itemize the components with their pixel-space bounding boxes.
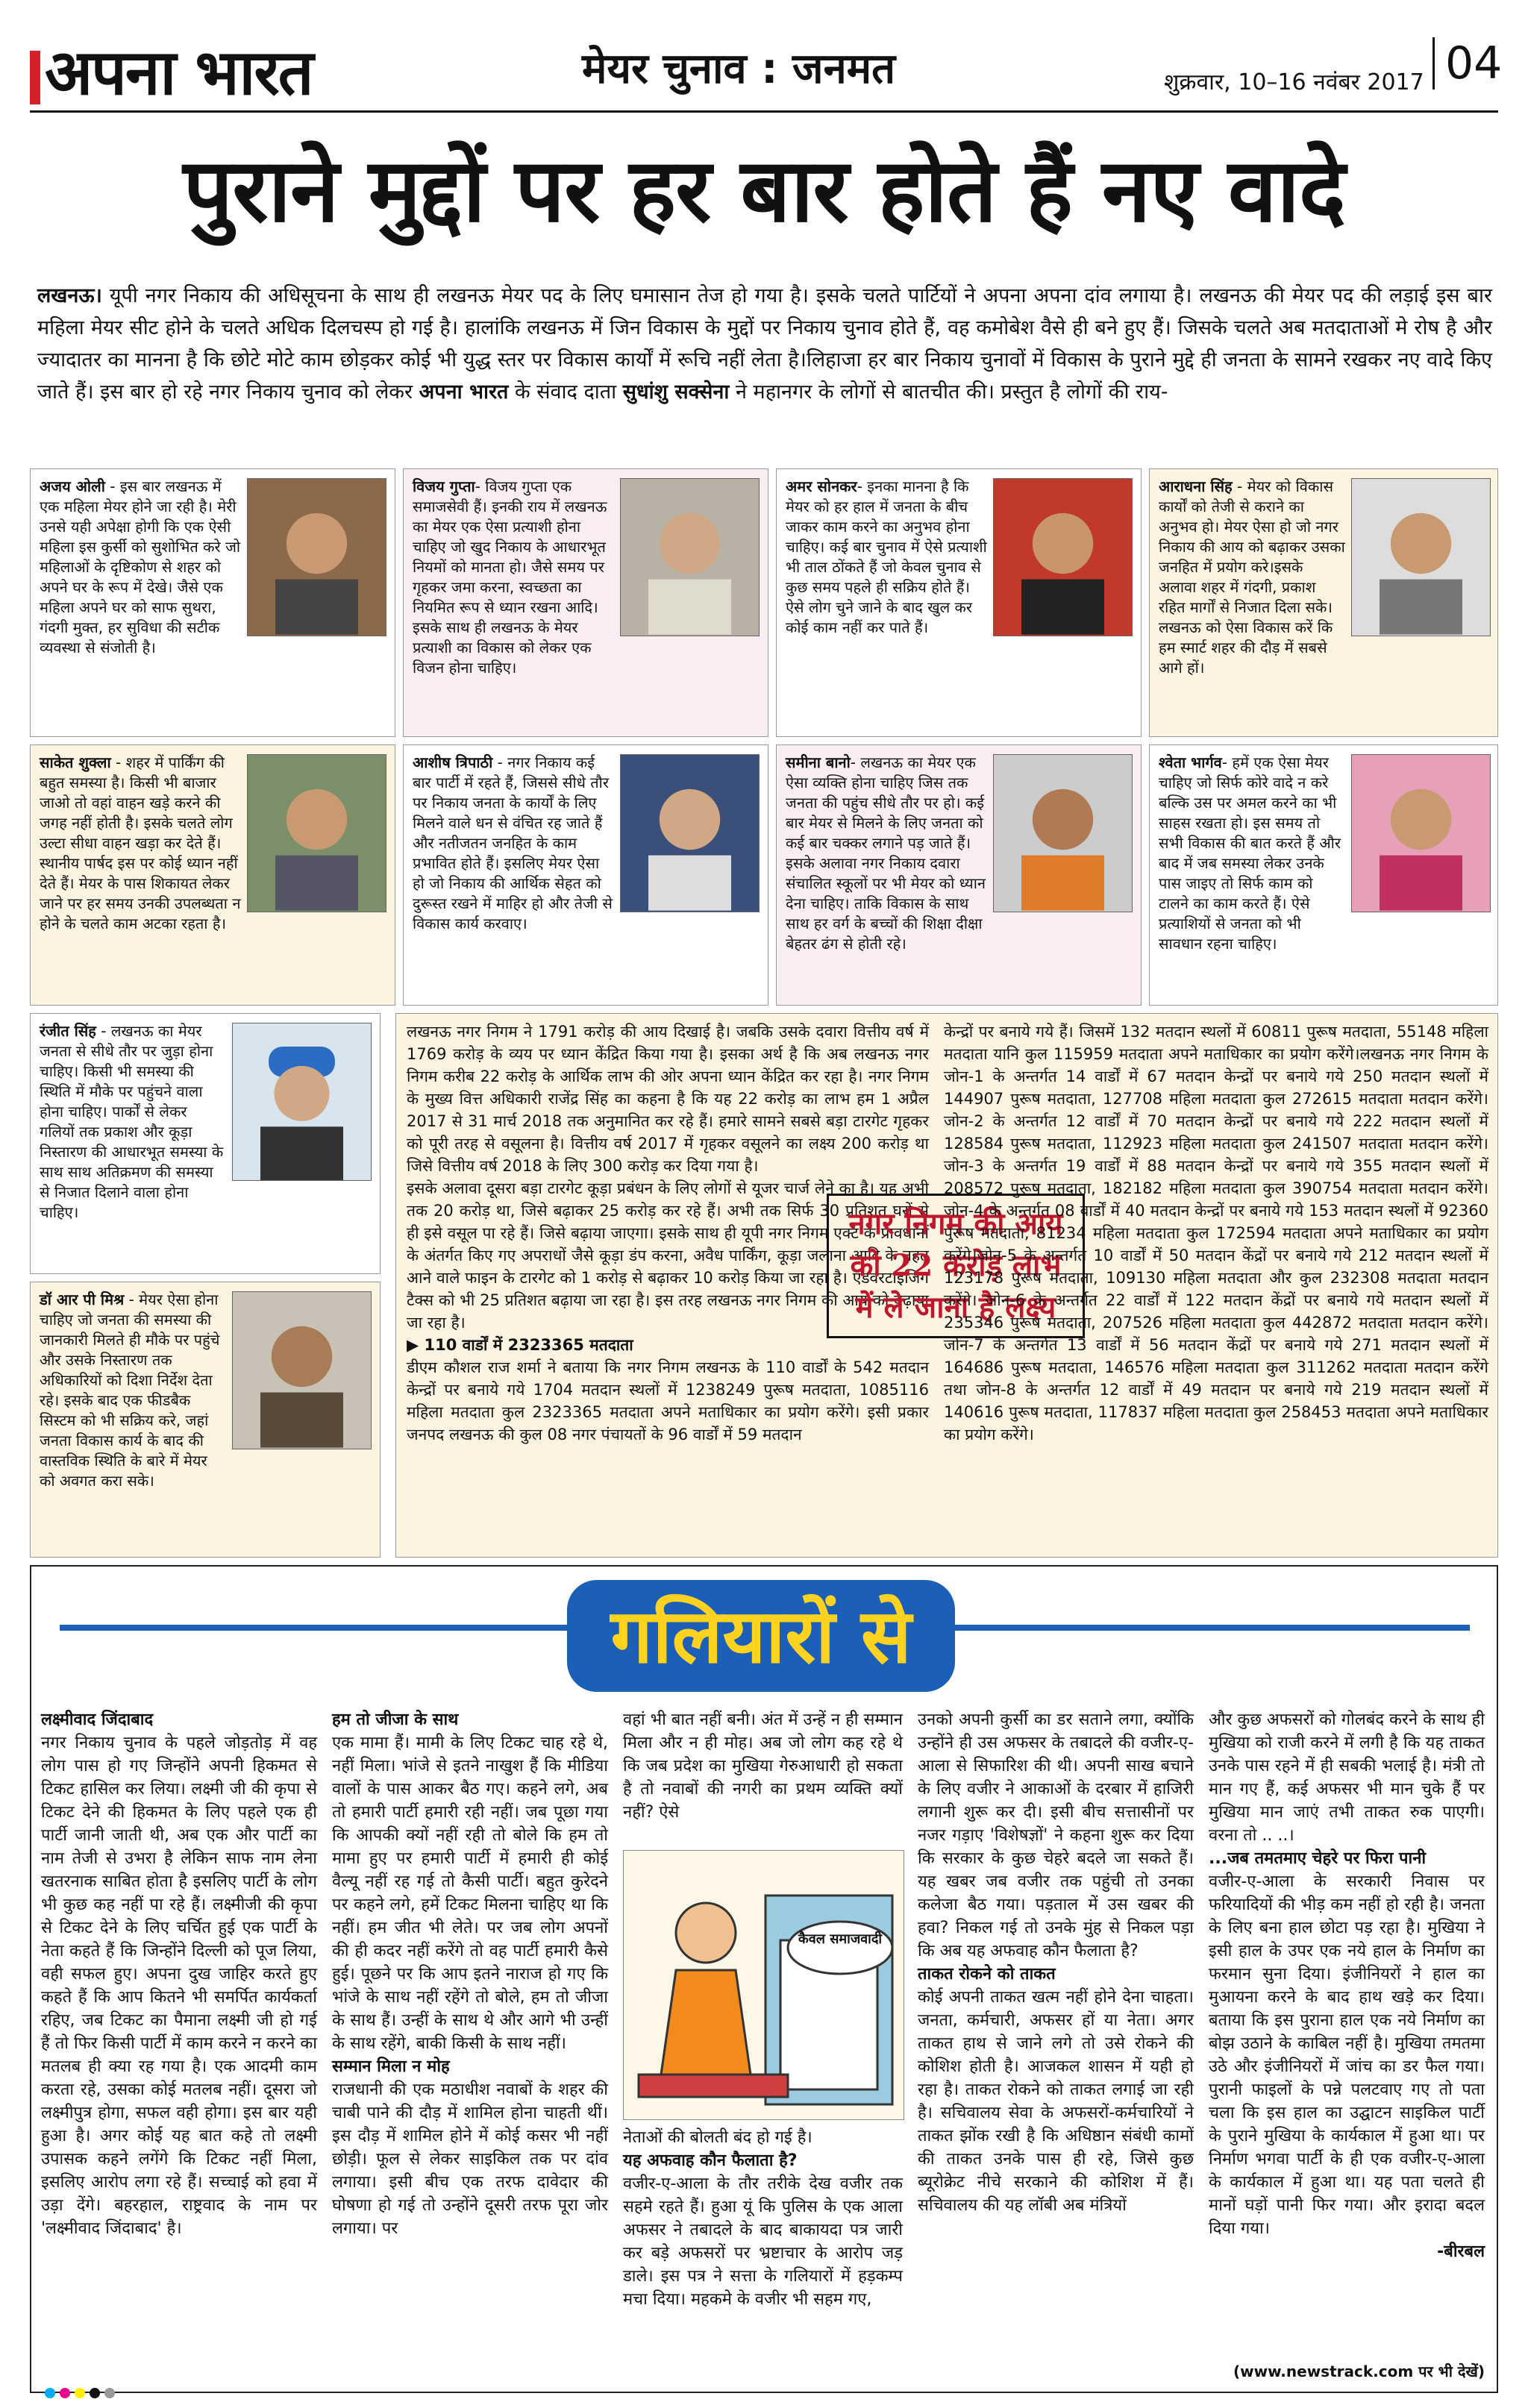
person-photo <box>247 754 386 912</box>
opinion-card: डॉ आर पी मिश्र - मेयर ऐसा होना चाहिए जो जनता की समस्या की जानकारी मिलते ही मौके पर पहुंचे और उसके निस्तारण तक अधिकारियों को दिशा निर्देश देता रहे। इसके बाद एक फीडबैक सिस्टम को भी सक्रिय करे, जहां जनता विकास कार्य के बाद की वास्तविक स्थिति के बारे में मेयर को अवगत करा सके। <box>30 1282 381 1558</box>
galiyaron-title: गलियारों से <box>567 1580 955 1692</box>
pull-quote: नगर निगम की आय को 22 करोड़ लाभ में ले जाना है लक्ष्य <box>827 1194 1085 1338</box>
cartoon-speech-bubble: कैवल समाजवादी <box>798 1931 883 1947</box>
main-headline: पुराने मुद्दों पर हर बार होते हैं नए वादे <box>183 138 1345 242</box>
color-registration-dots <box>45 2387 119 2401</box>
gossip-col1: लक्ष्मीवाद जिंदाबाद नगर निकाय चुनाव के पहले जोड़तोड़ में वह लोग पास हो गए जिन्होंने अपनी हिकमत से टिकट हासिल कर लिया। लक्ष्मी जी की कृपा से टिकट देने की हिकमत के लिए पहले एक ही पार्टी जानी जाती थी, अब एक और पार्टी का नाम तेजी से उभरा है लेकिन साफ नाम लेना खतरनाक साबित होता है इसलिए पार्टी के लोग भी कुछ कह नहीं पा रहे हैं। लक्ष्मीजी की कृपा से टिकट देने के लिए चर्चित हुई एक पार्टी के नेता कहते हैं कि जिन्होंने दिल्ली को पूज लिया, वही सफल हुए। अपना दुख जाहिर करते हुए कहते हैं कि आप कितने भी समर्पित कार्यकर्ता रहिए, जब टिकट का पैमाना लक्ष्मी जी हो गई हैं तो फिर किसी पार्टी में काम करने न करने का मतलब ही क्या रह गया है। एक आदमी काम करता रहे, उसका कोई मतलब नहीं। दूसरा जो लक्ष्मीपुत्र होगा, सफल वही होगा। इस बार यही हुआ है। अगर कोई यह बात कहे तो लक्ष्मी उपासक कहने लगेंगे कि टिकट नहीं मिला, इसलिए आरोप लगा रहे हैं। सच्चाई को हवा में उड़ा देंगे। बहरहाल, राष्ट्रवाद के नाम पर 'लक्ष्मीवाद जिंदाबाद' है। <box>41 1711 317 2238</box>
section-title: मेयर चुनाव : जनमत <box>582 45 896 93</box>
opinion-card: आशीष त्रिपाठी - नगर निकाय कई बार पार्टी में रहते हैं, जिससे सीधे तौर पर निकाय जनता के कार्यों के लिए मिलने वाले धन से वंचित रह जाते हैं और नतीजतन जनहित के काम प्रभावित होते हैं। इसलिए मेयर ऐसा हो जो निकाय की आर्थिक सेहत को दुरूस्त रखने में माहिर हो और तेजी से विकास कार्य करवाए। <box>403 744 768 1006</box>
person-photo <box>620 478 760 636</box>
opinion-card: आराधना सिंह - मेयर को विकास कार्यों को तेजी से कराने का अनुभव हो। मेयर ऐसा हो जो नगर निकाय की आय को बढ़ाकर उसका जनहित में प्रयोग करे।इसके अलावा शहर में गंदगी, प्रकाश रहित मार्गों से निजात दिला सके।लखनऊ को ऐसा विकास करें कि हम स्मार्ट शहर की दौड़ में सबसे आगे हों। <box>1149 468 1498 737</box>
masthead: अपना भारत <box>30 27 313 113</box>
gossip-col5: और कुछ अफसरों को गोलबंद करने के साथ ही मुखिया को राजी करने में लगी है कि यह ताकत उनके पास रहने में ही सबकी भलाई है। मंत्री तो मान गए हैं, कई अफसर भी मान चुके हैं पर मुखिया मान जाएं तभी ताकत रुक पाएगी। वरना तो .. ..। ...जब तमतमाए चेहरे पर फिरा पानी वजीर-ए-आला के सरकारी निवास पर फरियादियों की भीड़ कम नहीं हो रही है। जनता के लिए बना हाल छोटा पड़ रहा है। मुखिया ने इसी हाल के उपर एक नये हाल के निर्माण का फरमान सुना दिया। इंजीनियरों ने हाल का मुआयना करने के बाद हाथ खड़े कर दिया। बताया कि इस पुराना हाल एक नये निर्माण का बोझ उठाने के काबिल नहीं है। मुखिया तमतमा उठे और इंजीनियरों में जांच का डर फैल गया। पुरानी फाइलों के पन्ने पलटवाए गए तो पता चला कि इस हाल का उद्घाटन साइकिल पार्टी के पुराने मुखिया के कार्यकाल में हुआ था। पर निर्माण भगवा पार्टी के ही एक वजीर-ए-आला के कार्यकाल में हुआ था। यह पता चलते ही मानों घड़ों पानी फिर गया। और इरादा बदल दिया गया। -बीरबल <box>1209 1708 1485 2263</box>
intro-paragraph: लखनऊ। यूपी नगर निकाय की अधिसूचना के साथ ही लखनऊ मेयर पद के लिए घमासान तेज हो गया है। इसके चलते पार्टियों ने अपना अपना दांव लगाया है। लखनऊ की मेयर पद की लड़ाई इस बार महिला मेयर सीट होने के चलते अधिक दिलचस्प हो गई है। हालांकि लखनऊ में जिन विकास के मुद्दों पर निकाय चुनाव होते हैं, वह कमोबेश वैसे ही बने हुए हैं। जिसके चलते अब मतदाताओं मे रोष है और ज्यादातर का मानना है कि छोटे मोटे काम छोड़कर कोई भी युद्ध स्तर पर विकास कार्यों में रूचि नहीं लेता है।लिहाजा हर बार निकाय चुनावों में विकास के पुराने मुद्दे ही जनता के सामने रखकर नए वादे किए जाते हैं। इस बार हो रहे नगर निकाय चुनाव को लेकर अपना भारत के संवाद दाता सुधांशु सक्सेना ने महानगर के लोगों से बातचीत की। प्रस्तुत है लोगों की राय- <box>37 284 1492 404</box>
main-story-col1: लखनऊ नगर निगम ने 1791 करोड़ की आय दिखाई है। जबकि उसके दवारा वित्तीय वर्ष में 1769 करोड़ के व्यय पर ध्यान केंद्रित किया गया है। इसका अर्थ है कि अब लखनऊ नगर निगम करीब 22 करोड़ के आर्थिक लाभ की ओर अपना ध्यान केंद्रित कर रहा है। नगर निगम के मुख्य वित्त अधिकारी राजेंद्र सिंह का कहना है कि यह 22 करोड़ का लाभ हम 1 अप्रैल 2017 से 31 मार्च 2018 तक अनुमानित कर रहे हैं। हमारे सामने सबसे बड़ा टारगेट गृहकर को पूरी तरह से वसूलना है। वित्तीय वर्ष 2017 में गृहकर वसूलने का लक्ष्य 200 करोड़ था जिसे वित्तीय वर्ष 2018 के लिए 300 करोड़ कर दिया गया है। इसके अलावा दूसरा बड़ा टारगेट कूड़ा प्रबंधन के लिए लोगों से यूजर चार्ज लेने का है। यह अभी तक 20 करोड़ था, जिसे बढ़ाकर 25 करोड़ कर रहे हैं। अभी तक सिर्फ 30 प्रतिशत घरों से ही इसे वसूल पा रहे हैं। जिसे बढ़ाया जाएगा। इसके साथ ही यूपी नगर निगम एक्ट के प्रावधानों के अंतर्गत किए गए अपराधों जैसे कूड़ा डंप करना, अवैध पार्किंग, कूड़ा जलाना आदि के तहत आने वाले फाइन के टारगेट को 1 करोड़ से बढ़ाकर 10 करोड़ किया जा रहा है। एडवरटाइजिंग टैक्स को भी 25 प्रतिशत बढ़ाया जा रहा है। इस तरह लखनऊ नगर निगम की आय को बढ़ाया जा रहा है। ▶ 110 वार्डों में 2323365 मतदाता डीएम कौशल राज शर्मा ने बताया कि नगर निगम लखनऊ के 110 वार्डों के 542 मतदान केन्द्रों पर बनाये गये 1704 मतदान स्थलों में 1238249 पुरूष मतदाता, 1085116 महिला मतदाता कुल 2323365 मतदाता अपने मताधिकार का प्रयोग करेंगे। इसी प्रकार जनपद लखनऊ की कुल 08 नगर पंचायतों के 96 वार्डों में 59 मतदान <box>407 1023 929 1443</box>
gossip-col3-top: वहां भी बात नहीं बनी। अंत में उन्हें न ही सम्मान मिला और न ही मोह। अब जो लोग कह रहे थे कि जब प्रदेश का मुखिया गेरुआधारी हो सकता है तो नवाबों की नगरी का प्रथम व्यक्ति क्यों नहीं? ऐसे <box>623 1711 903 1822</box>
main-story-col2: केन्द्रों पर बनाये गये हैं। जिसमें 132 मतदान स्थलों में 60811 पुरूष मतदाता, 55148 महिला मतदाता यानि कुल 115959 मतदाता अपने मताधिकार का प्रयोग करेंगे।लखनऊ नगर निगम के जोन-1 के अन्तर्गत 14 वार्डों में 67 मतदान केन्द्रों पर बनाये गये 250 मतदान स्थलों में 144907 पुरूष मतदाता, 127708 महिला मतदाता कुल 272615 मतदाता मतदान करेंगे। जोन-2 के अन्तर्गत 12 वार्डों में 70 मतदान केन्द्रों पर बनाये गये 222 मतदान स्थलों में 128584 पुरूष मतदाता, 112923 महिला मतदाता कुल 241507 मतदाता मतदान करेंगे। जोन-3 के अन्तर्गत 19 वार्डों में 88 मतदान केन्द्रों पर बनाये गये 355 मतदान स्थलों में 208572 पुरूष मतदाता, 182182 महिला मतदाता कुल 390754 मतदाता मतदान करेंगे। जोन-4 के अन्तर्गत 08 वार्डों में 40 मतदान केन्द्रों पर बनाये गये 153 मतदान स्थलों में 92360 पुरूष मतदाता, 81234 महिला मतदाता कुल 172594 मतदाता अपने मताधिकार का प्रयोग करेंगे।जोन-5 के अन्तर्गत 10 वार्डों में 50 मतदान केंद्रों पर बनाये गये 212 मतदान स्थलों में 123178 पुरूष मतदाता, 109130 महिला मतदाता और कुल 232308 मतदाता मतदान करेंगे। जोन-6 के अन्तर्गत 22 वार्डों में 122 मतदान केंद्रों पर बनाये गये मतदान स्थलों में 235346 पुरूष मतदाता, 207526 महिला मतदाता कुल 442872 मतदाता मतदान करेंगे। जोन-7 के अन्तर्गत 13 वार्डों में 56 मतदान केंद्रों पर बनाये गये 271 मतदान स्थलों में 164686 पुरूष मतदाता, 146576 महिला मतदाता कुल 311262 मतदाता मतदान करेंगे तथा जोन-8 के अन्तर्गत 12 वार्डों में 49 मतदान पर बनाये गये 219 मतदान स्थलों में 140616 पुरूष मतदाता, 117837 महिला मतदाता कुल 258453 मतदाता अपने मताधिकार का प्रयोग करेंगे। <box>944 1023 1488 1443</box>
opinion-card: श्वेता भार्गव- हमें एक ऐसा मेयर चाहिए जो सिर्फ कोरे वादे न करे बल्कि उस पर अमल करने का भी साहस रखता हो। इस समय तो सभी विकास की बात करते हैं और बाद में जब समस्या लेकर उनके पास जाइए तो सिर्फ काम को टालने का काम करते हैं। ऐसे प्रत्याशियों से जनता को भी सावधान रहना चाहिए। <box>1149 744 1498 1006</box>
person-photo <box>620 754 760 912</box>
website-note: (www.newstrack.com पर भी देखें) <box>1233 2362 1485 2380</box>
story-subhead: ▶ 110 वार्डों में 2323365 मतदाता <box>407 1336 633 1354</box>
person-photo <box>232 1291 372 1449</box>
opinion-card: अजय ओली - इस बार लखनऊ में एक महिला मेयर होने जा रही है। मेरी उनसे यही अपेक्षा होगी कि एक ऐसी महिला इस कुर्सी को सुशोभित करे जो महिलाओं के दृष्टिकोण से शहर को अपने घर के रूप में देखे। जैसे एक महिला अपने घर को साफ सुथरा, गंदगी मुक्त, हर सुविधा की सटीक व्यवस्था से संजोती है। <box>30 468 395 737</box>
person-photo <box>993 754 1133 912</box>
gossip-col3-bottom: नेताओं की बोलती बंद हो गई है। यह अफवाह कौन फैलाता है? वजीर-ए-आला के तौर तरीके देख वजीर तक सहमे रहते हैं। हुआ यूं कि पुलिस के एक आला अफसर ने तबादले के बाद बाकायदा पत्र जारी कर बड़े अफसरों पर भ्रष्टाचार के आरोप जड़ डाले। इस पत्र ने सत्ता के गलियारों में हड़कम्प मचा दिया। महकमे के वजीर भी सहम गए, <box>623 2128 903 2309</box>
gossip-col2: हम तो जीजा के साथ एक मामा हैं। मामी के लिए टिकट चाह रहे थे, नहीं मिला। भांजे से इतने नाखुश हैं कि मीडिया वालों के पास आकर बैठ गए। कहने लगे, अब तो हमारी पार्टी हमारी रही नहीं। जब पूछा गया कि आपकी क्यों नहीं रही तो बोले कि हम तो मामा हुए पर हमारी पार्टी में हमारी ही कोई वैल्यू नहीं रह गई तो कैसी पार्टी। बहुत कुरेदने पर कहने लगे, हमें टिकट मिलना चाहिए था कि नहीं। हम जीत भी लेते। पर जब लोग अपनों की ही कदर नहीं करेंगे तो वह पार्टी हमारी कैसे हुई। पूछने पर कि आप इतने नाराज हो गए कि भांजे के साथ नहीं रहेंगे तो बोले, हम तो जीजा के साथ हैं। उन्हीं के साथ थे और आगे भी उन्हीं के साथ रहेंगे, बाकी किसी के साथ नहीं। सम्मान मिला न मोह राजधानी की एक मठाधीश नवाबों के शहर की चाबी पाने की दौड़ में शामिल होना चाहती थीं। इस दौड़ में शामिल होने में कोई कसर भी नहीं छोड़ी। फूल से लेकर साइकिल तक पर दांव लगाया। इसी बीच एक तरफ दावेदार की घोषणा हो गई तो उन्होंने दूसरी तरफ पूरा जोर लगाया। पर <box>332 1711 608 2238</box>
masthead-red-bar <box>30 51 40 104</box>
person-photo <box>232 1023 372 1181</box>
person-photo <box>1351 478 1491 636</box>
person-photo <box>247 478 386 636</box>
opinion-card: रंजीत सिंह - लखनऊ का मेयर जनता से सीधे तौर पर जुड़ा होना चाहिए। किसी भी समस्या की स्थिति में मौके पर पहुंचने वाला होना चाहिए। पार्कों से लेकर गलियों तक प्रकाश और कूड़ा निस्तारण की आधारभूत समस्या के साथ साथ अतिक्रमण की समस्या से निजात दिलाने वाला होना चाहिए। <box>30 1013 381 1274</box>
page-header <box>30 22 1503 113</box>
opinion-card: समीना बानो- लखनऊ का मेयर एक ऐसा व्यक्ति होना चाहिए जिस तक जनता की पहुंच सीधे तौर पर हो। कई बार मेयर से मिलने के लिए जनता को कई बार चक्कर लगाने पड़ जाते हैं। इसके अलावा नगर निकाय दवारा संचालित स्कूलों पर भी मेयर को ध्यान देना चाहिए। ताकि विकास के साथ साथ हर वर्ग के बच्चों की शिक्षा दीक्षा बेहतर ढंग से होती रहे। <box>776 744 1142 1006</box>
byline: -बीरबल <box>1437 2242 1485 2261</box>
opinion-card: साकेत शुक्ला - शहर में पार्किंग की बहुत समस्या है। किसी भी बाजार जाओ तो वहां वाहन खड़े करने की जगह नहीं होती है। इसके चलते लोग उल्टा सीधा वाहन खड़ा कर देते हैं। स्थानीय पार्षद इस पर कोई ध्यान नहीं देते हैं। मेयर के पास शिकायत लेकर जाने पर हर समय उनकी उपलब्धता न होने के चलते काम अटका रहता है। <box>30 744 395 1006</box>
person-photo <box>1351 754 1491 912</box>
person-photo <box>993 478 1133 636</box>
opinion-card: विजय गुप्ता- विजय गुप्ता एक समाजसेवी हैं। इनकी राय में लखनऊ का मेयर एक ऐसा प्रत्याशी होना चाहिए जो खुद निकाय के आधारभूत नियमों को मानता हो। जैसे समय पर गृहकर जमा करना, स्वच्छता का नियमित रूप से ध्यान रखना आदि। इसके साथ ही लखनऊ के मेयर प्रत्याशी का विकास को लेकर एक विजन होना चाहिए। <box>403 468 768 737</box>
issue-date: शुक्रवार, 10–16 नवंबर 2017 <box>1164 69 1424 95</box>
cartoon-figure-icon <box>624 1851 904 2119</box>
page-number: 04 <box>1432 37 1502 90</box>
gossip-col4: उनको अपनी कुर्सी का डर सताने लगा, क्योंकि उन्होंने ही उस अफसर के तबादले की वजीर-ए-आला से सिफारिश की थी। अपनी साख बचाने के लिए वजीर ने आकाओं के दरबार में हाजिरी लगानी शुरू कर दी। इसी बीच सत्तासीनों पर नजर गड़ाए 'विशेषज्ञों' ने कहना शुरू कर दिया कि सरकार के कुछ चेहरे बदले जा सकते हैं। यह खबर जब वजीर तक पहुंची तो उनका कलेजा बैठ गया। पड़ताल में उस खबर की हवा? निकल गई तो उनके मुंह से निकल पड़ा कि अब यह अफवाह कौन फैलाता है? ताकत रोकने को ताकत कोई अपनी ताकत खत्म नहीं होने देना चाहता। जनता, कर्मचारी, अफसर हों या नेता। अगर ताकत हाथ से जाने लगे तो उसे रोकने की कोशिश होती है। आजकल शासन में यही हो रहा है। ताकत रोकने को ताकत लगाई जा रही है। सचिवालय सेवा के अफसरों-कर्मचारियों ने ताकत झोंक रखी है कि अधिष्ठान संबंधी कामों की ताकत उनके पास ही रहे, जिसे कुछ ब्यूरोक्रेट नीचे सरकाने की कोशिश में हैं। सचिवालय की यह लॉबी अब मंत्रियों <box>918 1711 1194 2215</box>
opinion-card: अमर सोनकर- इनका मानना है कि मेयर को हर हाल में जनता के बीच जाकर काम करने का अनुभव होना चाहिए। कई बार चुनाव में ऐसे प्रत्याशी भी ताल ठोंकते हैं जो केवल चुनाव से कुछ समय पहले ही सक्रिय होते हैं। ऐसे लोग चुने जाने के बाद खुल कर कोई काम नहीं कर पाते हैं। <box>776 468 1142 737</box>
cartoon <box>623 1850 904 2120</box>
